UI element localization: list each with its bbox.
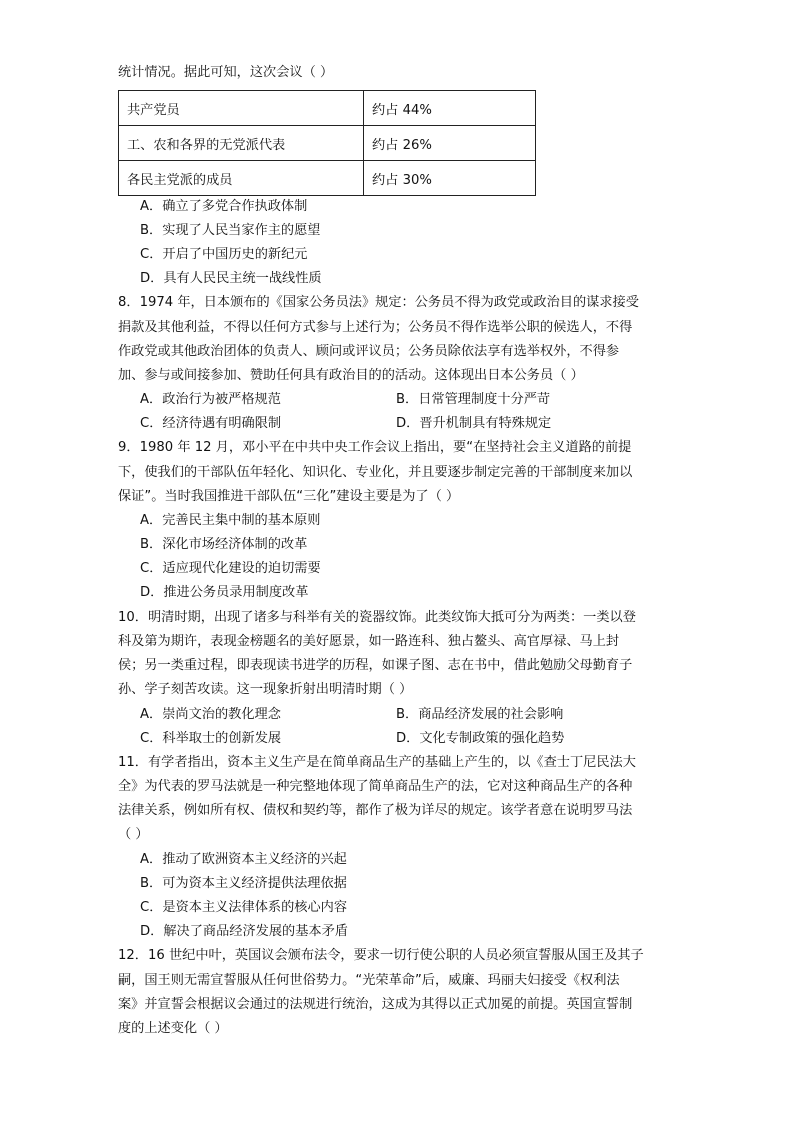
q9-stem-line: 保证”。当时我国推进干部队伍“三化”建设主要是为了（ ） <box>118 489 460 504</box>
q9-stem-line: 下，使我们的干部队伍年轻化、知识化、专业化，并且要逐步制定完善的干部制度来加以 <box>118 465 633 480</box>
q10-stem-line: 侯；另一类重过程，即表现读书进学的历程，如课子图、志在书中，借此勉励父母勤育子 <box>118 658 633 673</box>
q12-stem-line: 案》并宣誓会根据议会通过的法规进行统治，这成为其得以正式加冕的前提。英国宣誓制 <box>118 997 633 1012</box>
q7-option-c: C．开启了中国历史的新纪元 <box>140 247 308 262</box>
q8-stem-line: 加、参与或间接参加、赞助任何具有政治目的的活动。这体现出日本公务员（ ） <box>118 368 584 383</box>
q7-option-d: D．具有人民民主统一战线性质 <box>140 271 322 286</box>
q8-option-b: B．日常管理制度十分严苛 <box>396 392 551 407</box>
q8-option-c: C．经济待遇有明确限制 <box>140 416 282 431</box>
q9-option-c: C．适应现代化建设的迫切需要 <box>140 561 321 576</box>
q11-stem-line: 全》为代表的罗马法就是一种完整地体现了简单商品生产的法，它对这种商品生产的各种 <box>118 779 633 794</box>
q10-stem-line: 科及第为期许，表现金榜题名的美好愿景，如一路连科、独占鳌头、高官厚禄、马上封 <box>118 634 620 649</box>
q11-option-c: C．是资本主义法律体系的核心内容 <box>140 900 348 915</box>
q10-option-b: B．商品经济发展的社会影响 <box>396 707 564 722</box>
q8-stem-line: 8．1974 年，日本颁布的《国家公务员法》规定：公务员不得为政党或政治目的谋求接受 <box>118 295 639 310</box>
table-cell: 约占 30% <box>364 161 536 196</box>
table-cell: 工、农和各界的无党派代表 <box>119 126 364 161</box>
q9-option-b: B．深化市场经济体制的改革 <box>140 537 308 552</box>
q9-option-d: D．推进公务员录用制度改革 <box>140 585 309 600</box>
table-row <box>119 91 536 126</box>
q11-stem-line: 11．有学者指出，资本主义生产是在简单商品生产的基础上产生的，以《查士丁尼民法大 <box>118 755 636 770</box>
q11-option-d: D．解决了商品经济发展的基本矛盾 <box>140 924 348 939</box>
q8-stem-line: 作政党或其他政治团体的负责人、顾问或评议员；公务员除依法享有选举权外，不得参 <box>118 344 620 359</box>
q10-stem-line: 10．明清时期，出现了诸多与科举有关的瓷器纹饰。此类纹饰大抵可分为两类：一类以登 <box>118 610 636 625</box>
q7-stem-tail: 统计情况。据此可知，这次会议（ ） <box>118 65 334 80</box>
q11-stem-line: （ ） <box>118 827 149 842</box>
q10-stem-line: 孙、学子刻苦攻读。这一现象折射出明清时期（ ） <box>118 682 413 697</box>
q10-option-a: A．崇尚文治的教化理念 <box>140 707 281 722</box>
q8-option-d: D．晋升机制具有特殊规定 <box>396 416 552 431</box>
table-cell: 共产党员 <box>119 91 364 126</box>
q11-option-b: B．可为资本主义经济提供法理依据 <box>140 876 347 891</box>
q12-stem-line: 12．16 世纪中叶，英国议会颁布法令，要求一切行使公职的人员必须宣誓服从国王及其子 <box>118 948 644 963</box>
q12-stem-line: 度的上述变化（ ） <box>118 1021 228 1036</box>
q12-stem-line: 嗣，国王则无需宣誓服从任何世俗势力。“光荣革命”后，威廉、玛丽夫妇接受《权利法 <box>118 973 620 988</box>
q10-option-d: D．文化专制政策的强化趋势 <box>396 731 565 746</box>
table-cell: 各民主党派的成员 <box>119 161 364 196</box>
q9-option-a: A．完善民主集中制的基本原则 <box>140 513 321 528</box>
table-row <box>119 161 536 196</box>
table-row <box>119 126 536 161</box>
q7-option-a: A．确立了多党合作执政体制 <box>140 199 308 214</box>
q8-stem-line: 捐款及其他利益，不得以任何方式参与上述行为；公务员不得作选举公职的候选人，不得 <box>118 320 633 335</box>
q11-option-a: A．推动了欧洲资本主义经济的兴起 <box>140 852 347 867</box>
table-cell: 约占 44% <box>364 91 536 126</box>
q7-option-b: B．实现了人民当家作主的愿望 <box>140 223 321 238</box>
q10-option-c: C．科举取士的创新发展 <box>140 731 282 746</box>
q11-stem-line: 法律关系，例如所有权、债权和契约等，都作了极为详尽的规定。该学者意在说明罗马法 <box>118 803 633 818</box>
table-cell: 约占 26% <box>364 126 536 161</box>
q7-stats-table <box>118 90 536 196</box>
q9-stem-line: 9．1980 年 12 月，邓小平在中共中央工作会议上指出，要“在坚持社会主义道路的前提 <box>118 440 632 455</box>
q8-option-a: A．政治行为被严格规范 <box>140 392 281 407</box>
